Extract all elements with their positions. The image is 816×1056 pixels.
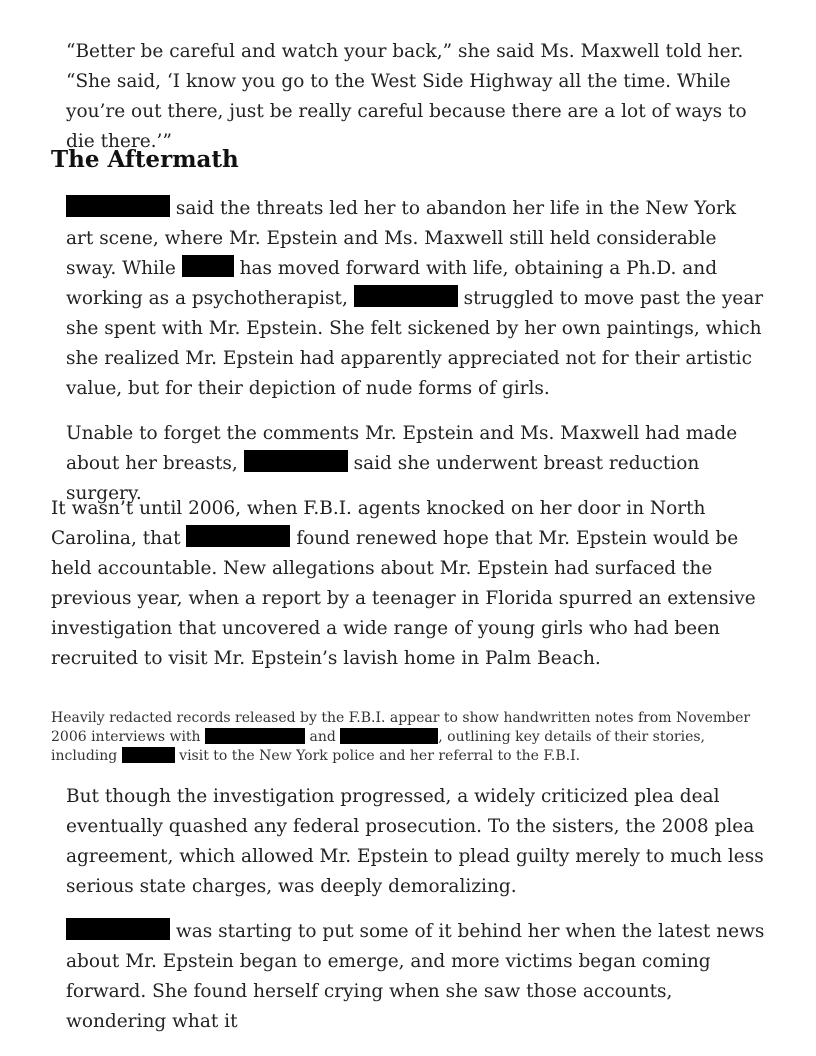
redaction-block xyxy=(66,195,170,217)
threats-paragraph xyxy=(66,194,766,404)
plea-text: But though the investigation progressed, a widely criticized plea deal eventually quashed any federal prosecution. To the sisters, the 2008 plea agreement, which allowed Mr. Epstein to plead guilty merely to much less serious state charges, was deeply demoralizing. xyxy=(66,786,764,897)
redaction-block xyxy=(66,918,170,940)
quote-paragraph xyxy=(66,37,766,157)
caption-text-2: and xyxy=(309,729,336,745)
redaction-block xyxy=(186,525,290,547)
fbi-text-2: found renewed hope that Mr. Epstein would be held accountable. New allegations about Mr. Epstein had surfaced the previous year, when a report by a teenager in Florida spurred an extensive investigation that uncovered a wide range of young girls who had been recruited to visit Mr. Epstein’s lavish home in Palm Beach. xyxy=(51,528,756,669)
caption-text-4: visit to the New York police and her referral to the F.B.I. xyxy=(179,748,581,764)
threats-text-1: said the threats led her to abandon her life in the New York art scene, where Mr. Epstein and Ms. Maxwell still held considerable sway. While xyxy=(66,198,737,279)
section-heading: The Aftermath xyxy=(51,146,239,173)
fbi-text-1: It wasn’t until 2006, when F.B.I. agents knocked on her door in North Carolina, that xyxy=(51,498,706,549)
caption-text-1: Heavily redacted records released by the F.B.I. appear to show handwritten notes from November 2006 interviews with xyxy=(51,710,751,745)
threats-text-3: struggled to move past the year she spent with Mr. Epstein. She felt sickened by her own paintings, which she realized Mr. Epstein had apparently appreciated not for their artistic value, but for their depiction of nude forms of girls. xyxy=(66,288,764,399)
news-text-1: was starting to put some of it behind her when the latest news about Mr. Epstein began to emerge, and more victims began coming forward. She found herself crying when she saw those accounts, wondering what it xyxy=(66,921,765,1032)
surgery-text-1: Unable to forget the comments Mr. Epstein and Ms. Maxwell had made about her breasts, xyxy=(66,423,738,474)
surgery-text-2: said she underwent breast reduction surgery. xyxy=(66,453,700,504)
redaction-block xyxy=(122,747,175,763)
redaction-block xyxy=(244,450,348,472)
fbi-paragraph xyxy=(51,494,766,674)
news-paragraph xyxy=(66,917,766,1037)
redaction-block xyxy=(354,285,458,307)
redaction-block xyxy=(340,728,438,744)
caption-text-3: , outlining key details of their stories, including xyxy=(51,729,705,764)
threats-text-2: has moved forward with life, obtaining a Ph.D. and working as a psychotherapist, xyxy=(66,258,718,309)
quote-text: “Better be careful and watch your back,” she said Ms. Maxwell told her. “She said, ‘I know you go to the West Side Highway all the time. While you’re out there, just be really careful because there are a lot of ways to die there.’” xyxy=(66,41,747,152)
redaction-block xyxy=(182,255,234,277)
redaction-block xyxy=(205,728,305,744)
image-caption xyxy=(51,709,761,766)
plea-paragraph xyxy=(66,782,766,902)
